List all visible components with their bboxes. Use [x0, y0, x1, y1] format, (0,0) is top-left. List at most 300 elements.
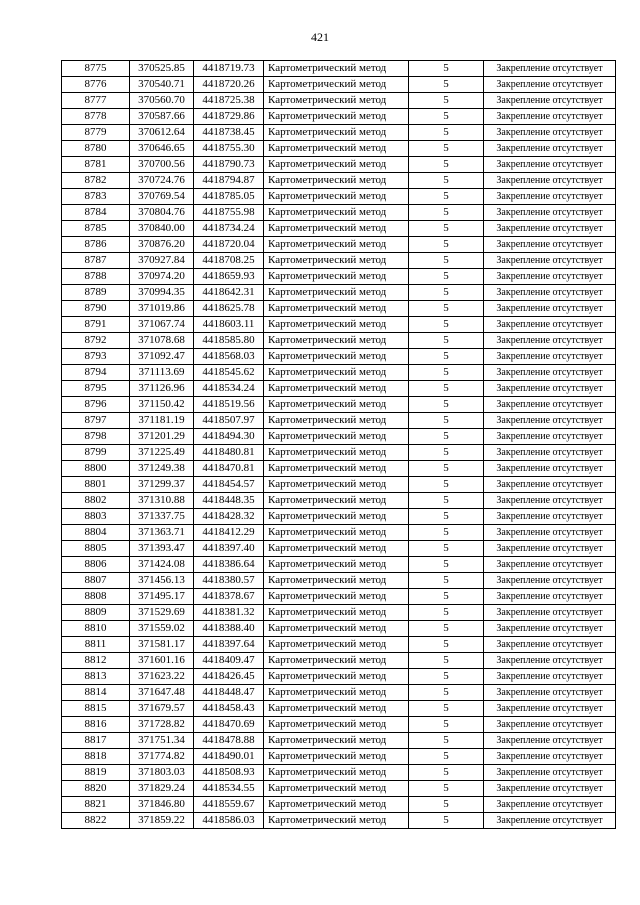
method-cell: Картометрический метод	[264, 653, 409, 669]
x-coordinate-cell: 371126.96	[130, 381, 194, 397]
y-coordinate-cell: 4418534.55	[194, 781, 264, 797]
table-row	[62, 333, 616, 349]
fixation-note-cell: Закрепление отсутствует	[484, 669, 616, 685]
y-coordinate-cell: 4418454.57	[194, 477, 264, 493]
fixation-note-cell: Закрепление отсутствует	[484, 77, 616, 93]
accuracy-cell: 5	[409, 173, 484, 189]
method-cell: Картометрический метод	[264, 573, 409, 589]
x-coordinate-cell: 370994.35	[130, 285, 194, 301]
table-row	[62, 749, 616, 765]
table-row	[62, 397, 616, 413]
point-number-cell: 8813	[62, 669, 130, 685]
y-coordinate-cell: 4418490.01	[194, 749, 264, 765]
method-cell: Картометрический метод	[264, 413, 409, 429]
accuracy-cell: 5	[409, 381, 484, 397]
method-cell: Картометрический метод	[264, 621, 409, 637]
y-coordinate-cell: 4418586.03	[194, 813, 264, 829]
x-coordinate-cell: 370840.00	[130, 221, 194, 237]
accuracy-cell: 5	[409, 541, 484, 557]
y-coordinate-cell: 4418388.40	[194, 621, 264, 637]
x-coordinate-cell: 370560.70	[130, 93, 194, 109]
table-row	[62, 365, 616, 381]
x-coordinate-cell: 370804.76	[130, 205, 194, 221]
fixation-note-cell: Закрепление отсутствует	[484, 301, 616, 317]
x-coordinate-cell: 371846.80	[130, 797, 194, 813]
table-row	[62, 253, 616, 269]
method-cell: Картометрический метод	[264, 189, 409, 205]
fixation-note-cell: Закрепление отсутствует	[484, 157, 616, 173]
accuracy-cell: 5	[409, 669, 484, 685]
accuracy-cell: 5	[409, 781, 484, 797]
table-row	[62, 381, 616, 397]
x-coordinate-cell: 371067.74	[130, 317, 194, 333]
fixation-note-cell: Закрепление отсутствует	[484, 109, 616, 125]
y-coordinate-cell: 4418448.47	[194, 685, 264, 701]
point-number-cell: 8811	[62, 637, 130, 653]
method-cell: Картометрический метод	[264, 733, 409, 749]
y-coordinate-cell: 4418397.64	[194, 637, 264, 653]
table-body	[62, 61, 616, 829]
x-coordinate-cell: 371495.17	[130, 589, 194, 605]
x-coordinate-cell: 371310.88	[130, 493, 194, 509]
point-number-cell: 8814	[62, 685, 130, 701]
method-cell: Картометрический метод	[264, 637, 409, 653]
accuracy-cell: 5	[409, 397, 484, 413]
accuracy-cell: 5	[409, 365, 484, 381]
coordinates-table	[61, 60, 616, 829]
fixation-note-cell: Закрепление отсутствует	[484, 445, 616, 461]
accuracy-cell: 5	[409, 253, 484, 269]
x-coordinate-cell: 371299.37	[130, 477, 194, 493]
table-row	[62, 61, 616, 77]
point-number-cell: 8794	[62, 365, 130, 381]
table-row	[62, 301, 616, 317]
point-number-cell: 8780	[62, 141, 130, 157]
accuracy-cell: 5	[409, 269, 484, 285]
method-cell: Картометрический метод	[264, 717, 409, 733]
point-number-cell: 8784	[62, 205, 130, 221]
accuracy-cell: 5	[409, 733, 484, 749]
table-row	[62, 525, 616, 541]
accuracy-cell: 5	[409, 717, 484, 733]
table-row	[62, 445, 616, 461]
y-coordinate-cell: 4418720.26	[194, 77, 264, 93]
x-coordinate-cell: 370700.56	[130, 157, 194, 173]
fixation-note-cell: Закрепление отсутствует	[484, 605, 616, 621]
table-row	[62, 717, 616, 733]
accuracy-cell: 5	[409, 189, 484, 205]
point-number-cell: 8807	[62, 573, 130, 589]
table-row	[62, 685, 616, 701]
method-cell: Картометрический метод	[264, 589, 409, 605]
x-coordinate-cell: 371225.49	[130, 445, 194, 461]
fixation-note-cell: Закрепление отсутствует	[484, 397, 616, 413]
x-coordinate-cell: 370769.54	[130, 189, 194, 205]
accuracy-cell: 5	[409, 205, 484, 221]
point-number-cell: 8809	[62, 605, 130, 621]
fixation-note-cell: Закрепление отсутствует	[484, 621, 616, 637]
point-number-cell: 8815	[62, 701, 130, 717]
method-cell: Картометрический метод	[264, 333, 409, 349]
table-row	[62, 573, 616, 589]
table-row	[62, 189, 616, 205]
y-coordinate-cell: 4418545.62	[194, 365, 264, 381]
fixation-note-cell: Закрепление отсутствует	[484, 589, 616, 605]
x-coordinate-cell: 371113.69	[130, 365, 194, 381]
point-number-cell: 8793	[62, 349, 130, 365]
fixation-note-cell: Закрепление отсутствует	[484, 221, 616, 237]
method-cell: Картометрический метод	[264, 125, 409, 141]
fixation-note-cell: Закрепление отсутствует	[484, 365, 616, 381]
page-number: 421	[311, 30, 329, 44]
y-coordinate-cell: 4418625.78	[194, 301, 264, 317]
y-coordinate-cell: 4418470.81	[194, 461, 264, 477]
table-row	[62, 125, 616, 141]
x-coordinate-cell: 370525.85	[130, 61, 194, 77]
y-coordinate-cell: 4418470.69	[194, 717, 264, 733]
y-coordinate-cell: 4418380.57	[194, 573, 264, 589]
y-coordinate-cell: 4418559.67	[194, 797, 264, 813]
x-coordinate-cell: 371679.57	[130, 701, 194, 717]
accuracy-cell: 5	[409, 653, 484, 669]
y-coordinate-cell: 4418785.05	[194, 189, 264, 205]
method-cell: Картометрический метод	[264, 61, 409, 77]
y-coordinate-cell: 4418378.67	[194, 589, 264, 605]
accuracy-cell: 5	[409, 317, 484, 333]
fixation-note-cell: Закрепление отсутствует	[484, 701, 616, 717]
accuracy-cell: 5	[409, 573, 484, 589]
method-cell: Картометрический метод	[264, 509, 409, 525]
point-number-cell: 8785	[62, 221, 130, 237]
y-coordinate-cell: 4418458.43	[194, 701, 264, 717]
x-coordinate-cell: 371829.24	[130, 781, 194, 797]
fixation-note-cell: Закрепление отсутствует	[484, 557, 616, 573]
table-row	[62, 413, 616, 429]
table-row	[62, 813, 616, 829]
fixation-note-cell: Закрепление отсутствует	[484, 493, 616, 509]
accuracy-cell: 5	[409, 349, 484, 365]
fixation-note-cell: Закрепление отсутствует	[484, 349, 616, 365]
y-coordinate-cell: 4418603.11	[194, 317, 264, 333]
x-coordinate-cell: 371249.38	[130, 461, 194, 477]
fixation-note-cell: Закрепление отсутствует	[484, 173, 616, 189]
point-number-cell: 8805	[62, 541, 130, 557]
accuracy-cell: 5	[409, 493, 484, 509]
point-number-cell: 8812	[62, 653, 130, 669]
point-number-cell: 8776	[62, 77, 130, 93]
table-row	[62, 653, 616, 669]
x-coordinate-cell: 371647.48	[130, 685, 194, 701]
fixation-note-cell: Закрепление отсутствует	[484, 781, 616, 797]
method-cell: Картометрический метод	[264, 541, 409, 557]
point-number-cell: 8775	[62, 61, 130, 77]
accuracy-cell: 5	[409, 525, 484, 541]
method-cell: Картометрический метод	[264, 253, 409, 269]
table-row	[62, 221, 616, 237]
fixation-note-cell: Закрепление отсутствует	[484, 541, 616, 557]
y-coordinate-cell: 4418719.73	[194, 61, 264, 77]
method-cell: Картометрический метод	[264, 813, 409, 829]
fixation-note-cell: Закрепление отсутствует	[484, 813, 616, 829]
y-coordinate-cell: 4418534.24	[194, 381, 264, 397]
method-cell: Картометрический метод	[264, 493, 409, 509]
y-coordinate-cell: 4418409.47	[194, 653, 264, 669]
table-row	[62, 461, 616, 477]
point-number-cell: 8797	[62, 413, 130, 429]
x-coordinate-cell: 371601.16	[130, 653, 194, 669]
accuracy-cell: 5	[409, 605, 484, 621]
table-row	[62, 589, 616, 605]
fixation-note-cell: Закрепление отсутствует	[484, 413, 616, 429]
x-coordinate-cell: 371181.19	[130, 413, 194, 429]
point-number-cell: 8781	[62, 157, 130, 173]
method-cell: Картометрический метод	[264, 157, 409, 173]
fixation-note-cell: Закрепление отсутствует	[484, 93, 616, 109]
y-coordinate-cell: 4418448.35	[194, 493, 264, 509]
point-number-cell: 8799	[62, 445, 130, 461]
y-coordinate-cell: 4418794.87	[194, 173, 264, 189]
fixation-note-cell: Закрепление отсутствует	[484, 333, 616, 349]
point-number-cell: 8801	[62, 477, 130, 493]
accuracy-cell: 5	[409, 77, 484, 93]
method-cell: Картометрический метод	[264, 109, 409, 125]
point-number-cell: 8790	[62, 301, 130, 317]
y-coordinate-cell: 4418412.29	[194, 525, 264, 541]
y-coordinate-cell: 4418519.56	[194, 397, 264, 413]
table-row	[62, 109, 616, 125]
accuracy-cell: 5	[409, 61, 484, 77]
fixation-note-cell: Закрепление отсутствует	[484, 317, 616, 333]
fixation-note-cell: Закрепление отсутствует	[484, 717, 616, 733]
y-coordinate-cell: 4418568.03	[194, 349, 264, 365]
method-cell: Картометрический метод	[264, 285, 409, 301]
fixation-note-cell: Закрепление отсутствует	[484, 125, 616, 141]
method-cell: Картометрический метод	[264, 477, 409, 493]
table-row	[62, 157, 616, 173]
accuracy-cell: 5	[409, 685, 484, 701]
accuracy-cell: 5	[409, 445, 484, 461]
y-coordinate-cell: 4418720.04	[194, 237, 264, 253]
method-cell: Картометрический метод	[264, 701, 409, 717]
y-coordinate-cell: 4418494.30	[194, 429, 264, 445]
accuracy-cell: 5	[409, 621, 484, 637]
point-number-cell: 8787	[62, 253, 130, 269]
accuracy-cell: 5	[409, 333, 484, 349]
x-coordinate-cell: 370646.65	[130, 141, 194, 157]
x-coordinate-cell: 371803.03	[130, 765, 194, 781]
point-number-cell: 8789	[62, 285, 130, 301]
table-row	[62, 605, 616, 621]
x-coordinate-cell: 371581.17	[130, 637, 194, 653]
y-coordinate-cell: 4418386.64	[194, 557, 264, 573]
x-coordinate-cell: 371201.29	[130, 429, 194, 445]
y-coordinate-cell: 4418478.88	[194, 733, 264, 749]
x-coordinate-cell: 370974.20	[130, 269, 194, 285]
fixation-note-cell: Закрепление отсутствует	[484, 477, 616, 493]
point-number-cell: 8788	[62, 269, 130, 285]
point-number-cell: 8820	[62, 781, 130, 797]
method-cell: Картометрический метод	[264, 525, 409, 541]
point-number-cell: 8819	[62, 765, 130, 781]
accuracy-cell: 5	[409, 509, 484, 525]
y-coordinate-cell: 4418659.93	[194, 269, 264, 285]
point-number-cell: 8804	[62, 525, 130, 541]
method-cell: Картометрический метод	[264, 205, 409, 221]
method-cell: Картометрический метод	[264, 365, 409, 381]
point-number-cell: 8791	[62, 317, 130, 333]
method-cell: Картометрический метод	[264, 797, 409, 813]
accuracy-cell: 5	[409, 765, 484, 781]
method-cell: Картометрический метод	[264, 317, 409, 333]
table-row	[62, 269, 616, 285]
fixation-note-cell: Закрепление отсутствует	[484, 237, 616, 253]
accuracy-cell: 5	[409, 637, 484, 653]
fixation-note-cell: Закрепление отсутствует	[484, 685, 616, 701]
point-number-cell: 8782	[62, 173, 130, 189]
method-cell: Картометрический метод	[264, 349, 409, 365]
y-coordinate-cell: 4418397.40	[194, 541, 264, 557]
fixation-note-cell: Закрепление отсутствует	[484, 205, 616, 221]
x-coordinate-cell: 371393.47	[130, 541, 194, 557]
x-coordinate-cell: 370876.20	[130, 237, 194, 253]
fixation-note-cell: Закрепление отсутствует	[484, 573, 616, 589]
point-number-cell: 8803	[62, 509, 130, 525]
x-coordinate-cell: 371019.86	[130, 301, 194, 317]
x-coordinate-cell: 371559.02	[130, 621, 194, 637]
accuracy-cell: 5	[409, 797, 484, 813]
accuracy-cell: 5	[409, 477, 484, 493]
x-coordinate-cell: 371092.47	[130, 349, 194, 365]
point-number-cell: 8817	[62, 733, 130, 749]
x-coordinate-cell: 370927.84	[130, 253, 194, 269]
fixation-note-cell: Закрепление отсутствует	[484, 285, 616, 301]
x-coordinate-cell: 370612.64	[130, 125, 194, 141]
accuracy-cell: 5	[409, 429, 484, 445]
method-cell: Картометрический метод	[264, 221, 409, 237]
table-row	[62, 77, 616, 93]
y-coordinate-cell: 4418585.80	[194, 333, 264, 349]
point-number-cell: 8806	[62, 557, 130, 573]
method-cell: Картометрический метод	[264, 93, 409, 109]
method-cell: Картометрический метод	[264, 781, 409, 797]
method-cell: Картометрический метод	[264, 429, 409, 445]
accuracy-cell: 5	[409, 93, 484, 109]
point-number-cell: 8786	[62, 237, 130, 253]
method-cell: Картометрический метод	[264, 669, 409, 685]
table-row	[62, 141, 616, 157]
fixation-note-cell: Закрепление отсутствует	[484, 461, 616, 477]
y-coordinate-cell: 4418734.24	[194, 221, 264, 237]
table-row	[62, 317, 616, 333]
table-row	[62, 701, 616, 717]
fixation-note-cell: Закрепление отсутствует	[484, 141, 616, 157]
table-row	[62, 429, 616, 445]
accuracy-cell: 5	[409, 557, 484, 573]
y-coordinate-cell: 4418729.86	[194, 109, 264, 125]
x-coordinate-cell: 370724.76	[130, 173, 194, 189]
table-row	[62, 557, 616, 573]
table-row	[62, 285, 616, 301]
x-coordinate-cell: 371774.82	[130, 749, 194, 765]
y-coordinate-cell: 4418428.32	[194, 509, 264, 525]
table-row	[62, 797, 616, 813]
point-number-cell: 8783	[62, 189, 130, 205]
x-coordinate-cell: 371456.13	[130, 573, 194, 589]
y-coordinate-cell: 4418426.45	[194, 669, 264, 685]
table-row	[62, 237, 616, 253]
fixation-note-cell: Закрепление отсутствует	[484, 653, 616, 669]
table-row	[62, 669, 616, 685]
accuracy-cell: 5	[409, 109, 484, 125]
point-number-cell: 8818	[62, 749, 130, 765]
y-coordinate-cell: 4418725.38	[194, 93, 264, 109]
fixation-note-cell: Закрепление отсутствует	[484, 269, 616, 285]
x-coordinate-cell: 370587.66	[130, 109, 194, 125]
x-coordinate-cell: 371529.69	[130, 605, 194, 621]
fixation-note-cell: Закрепление отсутствует	[484, 429, 616, 445]
fixation-note-cell: Закрепление отсутствует	[484, 381, 616, 397]
x-coordinate-cell: 371751.34	[130, 733, 194, 749]
method-cell: Картометрический метод	[264, 301, 409, 317]
method-cell: Картометрический метод	[264, 685, 409, 701]
y-coordinate-cell: 4418755.30	[194, 141, 264, 157]
y-coordinate-cell: 4418755.98	[194, 205, 264, 221]
method-cell: Картометрический метод	[264, 381, 409, 397]
point-number-cell: 8777	[62, 93, 130, 109]
x-coordinate-cell: 371424.08	[130, 557, 194, 573]
table-row	[62, 621, 616, 637]
point-number-cell: 8821	[62, 797, 130, 813]
x-coordinate-cell: 370540.71	[130, 77, 194, 93]
table-row	[62, 477, 616, 493]
y-coordinate-cell: 4418642.31	[194, 285, 264, 301]
table-row	[62, 509, 616, 525]
accuracy-cell: 5	[409, 285, 484, 301]
x-coordinate-cell: 371078.68	[130, 333, 194, 349]
method-cell: Картометрический метод	[264, 765, 409, 781]
point-number-cell: 8810	[62, 621, 130, 637]
fixation-note-cell: Закрепление отсутствует	[484, 189, 616, 205]
point-number-cell: 8808	[62, 589, 130, 605]
y-coordinate-cell: 4418508.93	[194, 765, 264, 781]
point-number-cell: 8792	[62, 333, 130, 349]
accuracy-cell: 5	[409, 461, 484, 477]
table-row	[62, 781, 616, 797]
accuracy-cell: 5	[409, 701, 484, 717]
y-coordinate-cell: 4418381.32	[194, 605, 264, 621]
method-cell: Картометрический метод	[264, 445, 409, 461]
table-row	[62, 205, 616, 221]
x-coordinate-cell: 371337.75	[130, 509, 194, 525]
table-row	[62, 765, 616, 781]
method-cell: Картометрический метод	[264, 461, 409, 477]
x-coordinate-cell: 371150.42	[130, 397, 194, 413]
fixation-note-cell: Закрепление отсутствует	[484, 509, 616, 525]
accuracy-cell: 5	[409, 589, 484, 605]
method-cell: Картометрический метод	[264, 237, 409, 253]
y-coordinate-cell: 4418738.45	[194, 125, 264, 141]
method-cell: Картометрический метод	[264, 141, 409, 157]
point-number-cell: 8778	[62, 109, 130, 125]
table-row	[62, 541, 616, 557]
method-cell: Картометрический метод	[264, 173, 409, 189]
point-number-cell: 8816	[62, 717, 130, 733]
accuracy-cell: 5	[409, 301, 484, 317]
fixation-note-cell: Закрепление отсутствует	[484, 733, 616, 749]
method-cell: Картометрический метод	[264, 557, 409, 573]
fixation-note-cell: Закрепление отсутствует	[484, 749, 616, 765]
table-row	[62, 733, 616, 749]
